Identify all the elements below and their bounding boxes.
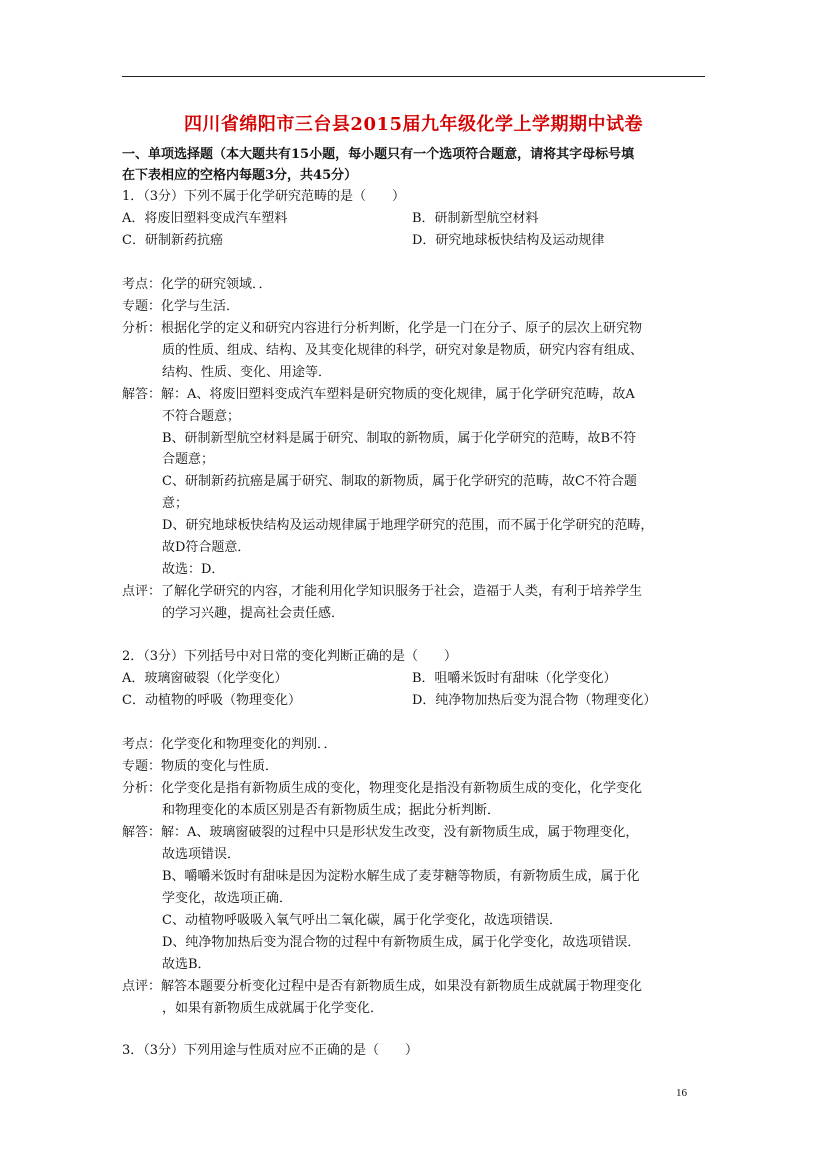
question-2-option-b: B．咀嚼米饭时有甜味（化学变化） (412, 671, 617, 686)
question-1-jieda-line: 故D符合题意． (162, 540, 251, 555)
question-1-jieda-line: D、研究地球板快结构及运动规律属于地理学研究的范围，而不属于化学研究的范畴， (162, 518, 654, 533)
header-rule (122, 76, 705, 77)
question-2-fenxi-line: 和物理变化的本质区别是否有新物质生成；据此分析判断． (162, 803, 501, 818)
question-2-fenxi-line: 分析：化学变化是指有新物质生成的变化，物理变化是指没有新物质生成的变化，化学变化 (122, 781, 643, 796)
question-1-jieda-line: 故选：D． (162, 562, 225, 577)
question-1-fenxi-line: 质的性质、组成、结构、及其变化规律的科学，研究对象是物质，研究内容有组成、 (162, 343, 644, 358)
question-1-kaodian: 考点：化学的研究领域．． (122, 277, 272, 292)
question-1-fenxi-line: 结构、性质、变化、用途等． (162, 365, 332, 380)
question-1-option-d: D．研究地球板快结构及运动规律 (412, 233, 605, 248)
question-1-option-b: B．研制新型航空材料 (412, 211, 539, 226)
question-1-zhuanti: 专题：化学与生活． (122, 299, 240, 314)
question-2-jieda-line: 故选项错误． (162, 847, 241, 862)
section-heading-line-2: 在下表相应的空格内每题3分，共45分） (122, 168, 358, 183)
page-number: 16 (676, 1087, 687, 1099)
question-1-jieda-line: B、研制新型航空材料是属于研究、制取的新物质，属于化学研究的范畴，故B不符 (162, 431, 637, 446)
question-1-option-a: A．将废旧塑料变成汽车塑料 (122, 211, 288, 226)
section-heading-line-1: 一、单项选择题（本大题共有15小题，每小题只有一个选项符合题意，请将其字母标号填 (122, 147, 635, 162)
question-2-dianping-line: ，如果有新物质生成就属于化学变化． (162, 1001, 384, 1016)
question-2-dianping-line: 点评：解答本题要分析变化过程中是否有新物质生成，如果没有新物质生成就属于物理变化 (122, 979, 643, 994)
question-2-jieda-line: 故选B． (162, 957, 211, 972)
question-2-jieda-line: D、纯净物加热后变为混合物的过程中有新物质生成，属于化学变化，故选项错误． (162, 935, 641, 950)
question-1-jieda-line: 解答：解：A、将废旧塑料变成汽车塑料是研究物质的变化规律，属于化学研究范畴，故A (122, 387, 635, 402)
question-1-jieda-line: C、研制新药抗癌是属于研究、制取的新物质，属于化学研究的范畴，故C不符合题 (162, 474, 637, 489)
question-2-jieda-line: 解答：解：A、玻璃窗破裂的过程中只是形状发生改变，没有新物质生成，属于物理变化， (122, 825, 639, 840)
question-2-option-c: C．动植物的呼吸（物理变化） (122, 693, 301, 708)
question-2-zhuanti: 专题：物质的变化与性质． (122, 759, 279, 774)
question-2-jieda-line: C、动植物呼吸吸入氧气呼出二氧化碳，属于化学变化，故选项错误． (162, 913, 562, 928)
question-2-jieda-line: B、嚼嚼米饭时有甜味是因为淀粉水解生成了麦芽糖等物质，有新物质生成，属于化 (162, 869, 640, 884)
question-2-stem: 2．（3分）下列括号中对日常的变化判断正确的是（ ） (122, 649, 458, 664)
question-2-jieda-line: 学变化，故选项正确． (162, 891, 293, 906)
question-1-stem: 1．（3分）下列不属于化学研究范畴的是（ ） (122, 189, 406, 204)
question-1-dianping-line: 的学习兴趣，提高社会责任感． (162, 606, 345, 621)
question-1-option-c: C．研制新药抗癌 (122, 233, 223, 248)
question-1-fenxi-line: 分析：根据化学的定义和研究内容进行分析判断，化学是一门在分子、原子的层次上研究物 (122, 321, 643, 336)
question-2-option-a: A．玻璃窗破裂（化学变化） (122, 671, 288, 686)
question-1-jieda-line: 不符合题意； (162, 409, 241, 424)
question-1-jieda-line: 合题意； (162, 452, 215, 467)
question-2-kaodian: 考点：化学变化和物理变化的判别．． (122, 737, 337, 752)
question-3-stem: 3．（3分）下列用途与性质对应不正确的是（ ） (122, 1043, 419, 1058)
page-title: 四川省绵阳市三台县2015届九年级化学上学期期中试卷 (183, 114, 644, 135)
question-1-dianping-line: 点评：了解化学研究的内容，才能利用化学知识服务于社会，造福于人类，有利于培养学生 (122, 584, 643, 599)
question-1-jieda-line: 意； (162, 496, 189, 511)
question-2-option-d: D．纯净物加热后变为混合物（物理变化） (412, 693, 657, 708)
